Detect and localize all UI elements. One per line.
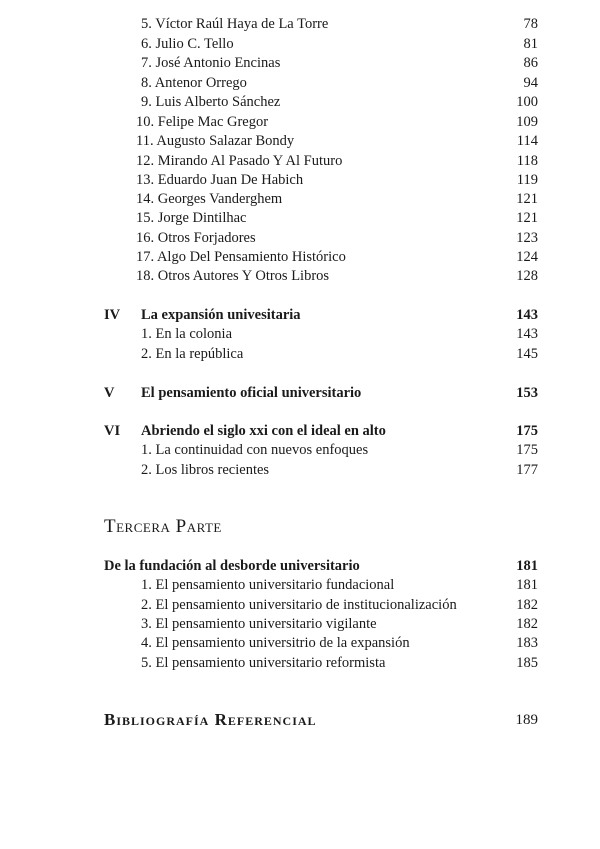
toc-entry-title: 1. En la colonia <box>141 326 233 342</box>
toc-entry <box>0 74 600 93</box>
section-title: De la fundación al desborde universitario <box>104 558 360 574</box>
toc-entry <box>0 345 600 364</box>
section-page: 181 <box>516 558 538 574</box>
toc-entry-page: 143 <box>516 326 538 342</box>
toc-entry-title: 1. El pensamiento universitario fundacional <box>141 577 395 593</box>
toc-entry-title: 8. Antenor Orrego <box>141 75 247 91</box>
toc-entry-title: 16. Otros Forjadores <box>136 230 256 246</box>
toc-entry-page: 145 <box>516 346 538 362</box>
toc-entry <box>0 35 600 54</box>
toc-entry-page: 183 <box>516 635 538 651</box>
bibliography-title: Bibliografía Referencial <box>104 710 317 729</box>
chapter-title: La expansión univesitaria <box>141 307 301 323</box>
toc-entry-page: 175 <box>516 442 538 458</box>
toc-entry-title: 11. Augusto Salazar Bondy <box>136 133 295 149</box>
bibliography-entry <box>104 710 538 734</box>
chapter-number: VI <box>104 423 121 439</box>
toc-entry-title: 2. En la república <box>141 346 244 362</box>
toc-entry-title: 13. Eduardo Juan De Habich <box>136 172 304 188</box>
toc-entry-title: 14. Georges Vanderghem <box>136 191 283 207</box>
toc-entry-title: 5. El pensamiento universitario reformista <box>141 655 386 671</box>
toc-entry-page: 182 <box>516 597 538 613</box>
toc-entry-page: 181 <box>516 577 538 593</box>
toc-entry-title: 17. Algo Del Pensamiento Histórico <box>136 249 346 265</box>
toc-entry <box>0 171 600 190</box>
toc-entry <box>0 634 600 653</box>
chapter-heading <box>0 384 600 403</box>
toc-entry-page: 123 <box>516 230 538 246</box>
toc-entry-title: 15. Jorge Dintilhac <box>136 210 247 226</box>
toc-entry <box>0 267 600 286</box>
toc-entry <box>0 615 600 634</box>
chapter-title: Abriendo el siglo xxi con el ideal en alto <box>141 423 386 439</box>
toc-entry-title: 5. Víctor Raúl Haya de La Torre <box>141 16 329 32</box>
toc-entry-title: 10. Felipe Mac Gregor <box>136 114 269 130</box>
toc-entry <box>0 132 600 151</box>
toc-entry <box>0 113 600 132</box>
toc-entry <box>0 325 600 344</box>
toc-entry-page: 94 <box>523 75 538 91</box>
chapter-number: V <box>104 385 115 401</box>
toc-entry <box>0 229 600 248</box>
toc-entry <box>0 248 600 267</box>
toc-entry-page: 100 <box>516 94 538 110</box>
toc-entry <box>0 209 600 228</box>
toc-entry <box>0 152 600 171</box>
toc-entry-page: 182 <box>516 616 538 632</box>
toc-entry-title: 1. La continuidad con nuevos enfoques <box>141 442 369 458</box>
toc-entry-title: 4. El pensamiento universitrio de la expansión <box>141 635 410 651</box>
toc-entry <box>0 441 600 460</box>
bibliography-page: 189 <box>515 712 538 728</box>
toc-entry-page: 119 <box>516 172 538 188</box>
chapter-page: 175 <box>516 423 538 439</box>
section-heading <box>0 557 600 576</box>
toc-entry <box>0 54 600 73</box>
toc-entry-page: 121 <box>516 191 538 207</box>
toc-entry <box>0 15 600 34</box>
part-heading: Tercera Parte <box>104 516 222 537</box>
toc-entry <box>0 576 600 595</box>
toc-entry-page: 114 <box>516 133 538 149</box>
toc-entry-title: 7. José Antonio Encinas <box>141 55 281 71</box>
toc-entry-page: 124 <box>516 249 538 265</box>
toc-entry-page: 81 <box>523 36 538 52</box>
toc-entry <box>0 654 600 673</box>
toc-entry-page: 121 <box>516 210 538 226</box>
toc-entry-title: 12. Mirando Al Pasado Y Al Futuro <box>136 153 343 169</box>
toc-entry-page: 185 <box>516 655 538 671</box>
toc-entry-page: 118 <box>516 153 538 169</box>
toc-entry <box>0 190 600 209</box>
toc-entry-title: 6. Julio C. Tello <box>141 36 234 52</box>
chapter-number: IV <box>104 307 121 323</box>
chapter-page: 153 <box>516 385 538 401</box>
toc-entry <box>0 596 600 615</box>
toc-entry-page: 177 <box>516 462 538 478</box>
toc-entry-page: 78 <box>523 16 538 32</box>
toc-entry-title: 9. Luis Alberto Sánchez <box>141 94 281 110</box>
toc-entry-title: 2. El pensamiento universitario de institucionalización <box>141 597 457 613</box>
toc-entry-page: 128 <box>516 268 538 284</box>
chapter-heading <box>0 306 600 325</box>
chapter-page: 143 <box>516 307 538 323</box>
toc-entry-title: 2. Los libros recientes <box>141 462 270 478</box>
toc-entry-title: 18. Otros Autores Y Otros Libros <box>136 268 330 284</box>
chapter-heading <box>0 422 600 441</box>
toc-entry-page: 86 <box>523 55 538 71</box>
toc-entry <box>0 93 600 112</box>
toc-entry-page: 109 <box>516 114 538 130</box>
chapter-title: El pensamiento oficial universitario <box>141 385 362 401</box>
toc-entry-title: 3. El pensamiento universitario vigilante <box>141 616 377 632</box>
toc-entry <box>0 461 600 480</box>
